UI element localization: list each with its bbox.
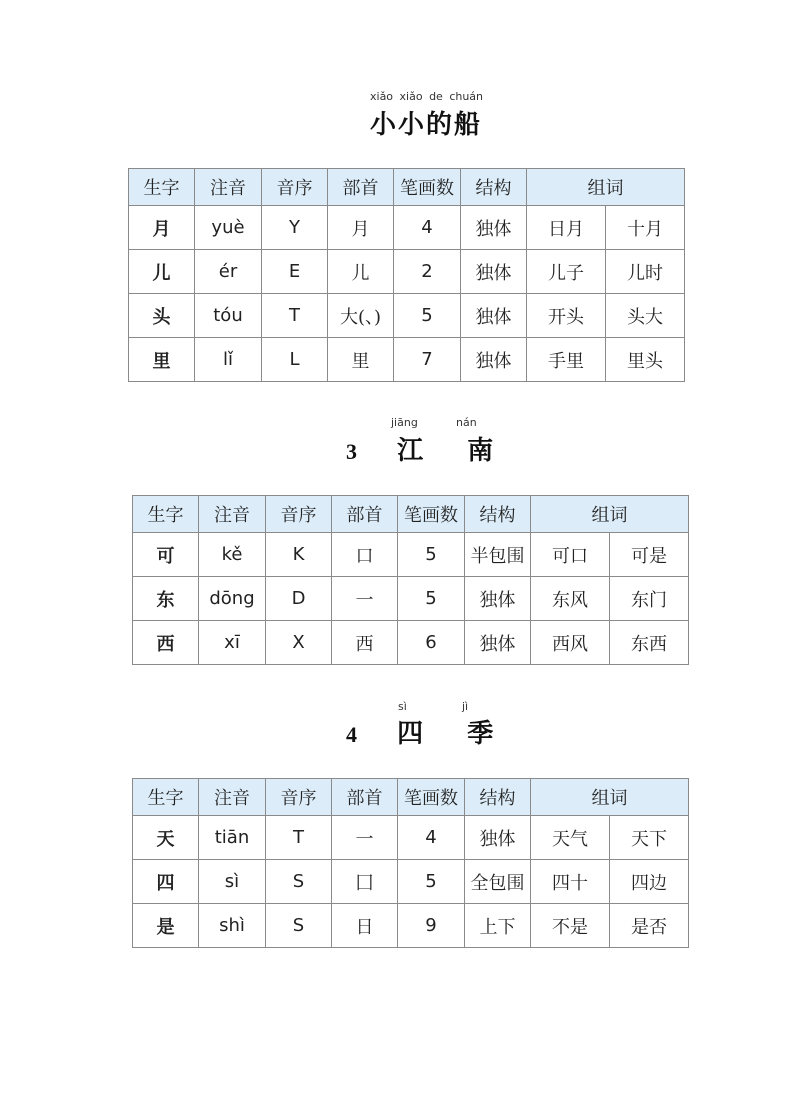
word-cell: 东风 xyxy=(531,577,610,621)
title-pinyin-1: sì xyxy=(398,700,407,713)
header-radical: 部首 xyxy=(328,169,394,206)
word-cell: 开头 xyxy=(527,294,606,338)
order-cell: S xyxy=(266,904,332,948)
title-pinyin-1: jiāng xyxy=(391,416,418,429)
order-cell: S xyxy=(266,860,332,904)
order-cell: T xyxy=(262,294,328,338)
char-cell: 西 xyxy=(133,621,199,665)
word-cell: 四十 xyxy=(531,860,610,904)
table-row xyxy=(129,206,685,250)
header-radical: 部首 xyxy=(332,779,398,816)
radical-cell: 月 xyxy=(328,206,394,250)
pinyin-cell: xī xyxy=(199,621,266,665)
char-cell: 四 xyxy=(133,860,199,904)
pinyin-cell: yuè xyxy=(195,206,262,250)
header-structure: 结构 xyxy=(461,169,527,206)
char-cell: 里 xyxy=(129,338,195,382)
radical-cell: 儿 xyxy=(328,250,394,294)
table-row xyxy=(133,533,689,577)
word-cell: 可是 xyxy=(610,533,689,577)
header-char: 生字 xyxy=(133,779,199,816)
word-cell: 里头 xyxy=(606,338,685,382)
header-char: 生字 xyxy=(129,169,195,206)
word-cell: 儿子 xyxy=(527,250,606,294)
word-cell: 不是 xyxy=(531,904,610,948)
table-header-row xyxy=(129,169,685,206)
word-cell: 天气 xyxy=(531,816,610,860)
word-cell: 手里 xyxy=(527,338,606,382)
structure-cell: 半包围 xyxy=(465,533,531,577)
table-row xyxy=(129,250,685,294)
order-cell: X xyxy=(266,621,332,665)
structure-cell: 上下 xyxy=(465,904,531,948)
word-cell: 十月 xyxy=(606,206,685,250)
char-cell: 月 xyxy=(129,206,195,250)
word-cell: 可口 xyxy=(531,533,610,577)
structure-cell: 独体 xyxy=(461,250,527,294)
word-cell: 是否 xyxy=(610,904,689,948)
word-cell: 东西 xyxy=(610,621,689,665)
strokes-cell: 7 xyxy=(394,338,461,382)
word-cell: 东门 xyxy=(610,577,689,621)
table-row xyxy=(129,294,685,338)
structure-cell: 独体 xyxy=(461,206,527,250)
header-strokes: 笔画数 xyxy=(394,169,461,206)
table-row xyxy=(133,860,689,904)
table-row xyxy=(133,577,689,621)
header-char: 生字 xyxy=(133,496,199,533)
table-row xyxy=(133,816,689,860)
title-char-2: 季 xyxy=(467,719,494,749)
word-cell: 日月 xyxy=(527,206,606,250)
strokes-cell: 5 xyxy=(398,860,465,904)
header-words: 组词 xyxy=(531,496,689,533)
header-strokes: 笔画数 xyxy=(398,779,465,816)
strokes-cell: 6 xyxy=(398,621,465,665)
lesson-number: 3 xyxy=(346,439,357,464)
pinyin-cell: ér xyxy=(195,250,262,294)
strokes-cell: 5 xyxy=(394,294,461,338)
header-order: 音序 xyxy=(262,169,328,206)
header-words: 组词 xyxy=(527,169,685,206)
char-cell: 儿 xyxy=(129,250,195,294)
character-table xyxy=(132,495,689,665)
title-pinyin-2: jì xyxy=(462,700,469,713)
structure-cell: 独体 xyxy=(465,577,531,621)
character-table xyxy=(128,168,685,382)
character-table xyxy=(132,778,689,948)
lesson-title xyxy=(346,713,493,750)
order-cell: E xyxy=(262,250,328,294)
structure-cell: 独体 xyxy=(465,816,531,860)
radical-cell: 里 xyxy=(328,338,394,382)
header-order: 音序 xyxy=(266,779,332,816)
char-cell: 可 xyxy=(133,533,199,577)
structure-cell: 全包围 xyxy=(465,860,531,904)
char-cell: 天 xyxy=(133,816,199,860)
strokes-cell: 5 xyxy=(398,533,465,577)
order-cell: D xyxy=(266,577,332,621)
structure-cell: 独体 xyxy=(461,338,527,382)
title-char-1: 江 xyxy=(397,436,424,466)
header-order: 音序 xyxy=(266,496,332,533)
strokes-cell: 4 xyxy=(398,816,465,860)
lesson-title xyxy=(346,430,493,467)
header-words: 组词 xyxy=(531,779,689,816)
strokes-cell: 5 xyxy=(398,577,465,621)
char-cell: 是 xyxy=(133,904,199,948)
char-cell: 头 xyxy=(129,294,195,338)
radical-cell: 日 xyxy=(332,904,398,948)
header-pinyin: 注音 xyxy=(199,496,266,533)
strokes-cell: 9 xyxy=(398,904,465,948)
strokes-cell: 4 xyxy=(394,206,461,250)
header-strokes: 笔画数 xyxy=(398,496,465,533)
pinyin-cell: tiān xyxy=(199,816,266,860)
header-pinyin: 注音 xyxy=(199,779,266,816)
word-cell: 头大 xyxy=(606,294,685,338)
title-char-1: 四 xyxy=(397,719,424,749)
header-pinyin: 注音 xyxy=(195,169,262,206)
word-cell: 西风 xyxy=(531,621,610,665)
header-structure: 结构 xyxy=(465,496,531,533)
order-cell: K xyxy=(266,533,332,577)
radical-cell: 一 xyxy=(332,577,398,621)
table-row xyxy=(133,621,689,665)
title-char-2: 南 xyxy=(467,436,494,466)
radical-cell: 口 xyxy=(332,533,398,577)
pinyin-cell: dōng xyxy=(199,577,266,621)
pinyin-cell: shì xyxy=(199,904,266,948)
order-cell: Y xyxy=(262,206,328,250)
pinyin-cell: tóu xyxy=(195,294,262,338)
table-row xyxy=(129,338,685,382)
lesson-title: 小小的船 xyxy=(370,110,483,140)
radical-cell: 囗 xyxy=(332,860,398,904)
word-cell: 儿时 xyxy=(606,250,685,294)
strokes-cell: 2 xyxy=(394,250,461,294)
title-pinyin-2: nán xyxy=(456,416,477,429)
lesson-number: 4 xyxy=(346,722,357,747)
table-header-row xyxy=(133,779,689,816)
title-pinyin: xiǎo xiǎo de chuán xyxy=(370,90,484,103)
word-cell: 四边 xyxy=(610,860,689,904)
word-cell: 天下 xyxy=(610,816,689,860)
structure-cell: 独体 xyxy=(461,294,527,338)
header-structure: 结构 xyxy=(465,779,531,816)
radical-cell: 西 xyxy=(332,621,398,665)
order-cell: L xyxy=(262,338,328,382)
char-cell: 东 xyxy=(133,577,199,621)
pinyin-cell: sì xyxy=(199,860,266,904)
structure-cell: 独体 xyxy=(465,621,531,665)
order-cell: T xyxy=(266,816,332,860)
pinyin-cell: kě xyxy=(199,533,266,577)
header-radical: 部首 xyxy=(332,496,398,533)
radical-cell: 一 xyxy=(332,816,398,860)
radical-cell: 大(、) xyxy=(328,294,394,338)
table-header-row xyxy=(133,496,689,533)
table-row xyxy=(133,904,689,948)
pinyin-cell: lǐ xyxy=(195,338,262,382)
